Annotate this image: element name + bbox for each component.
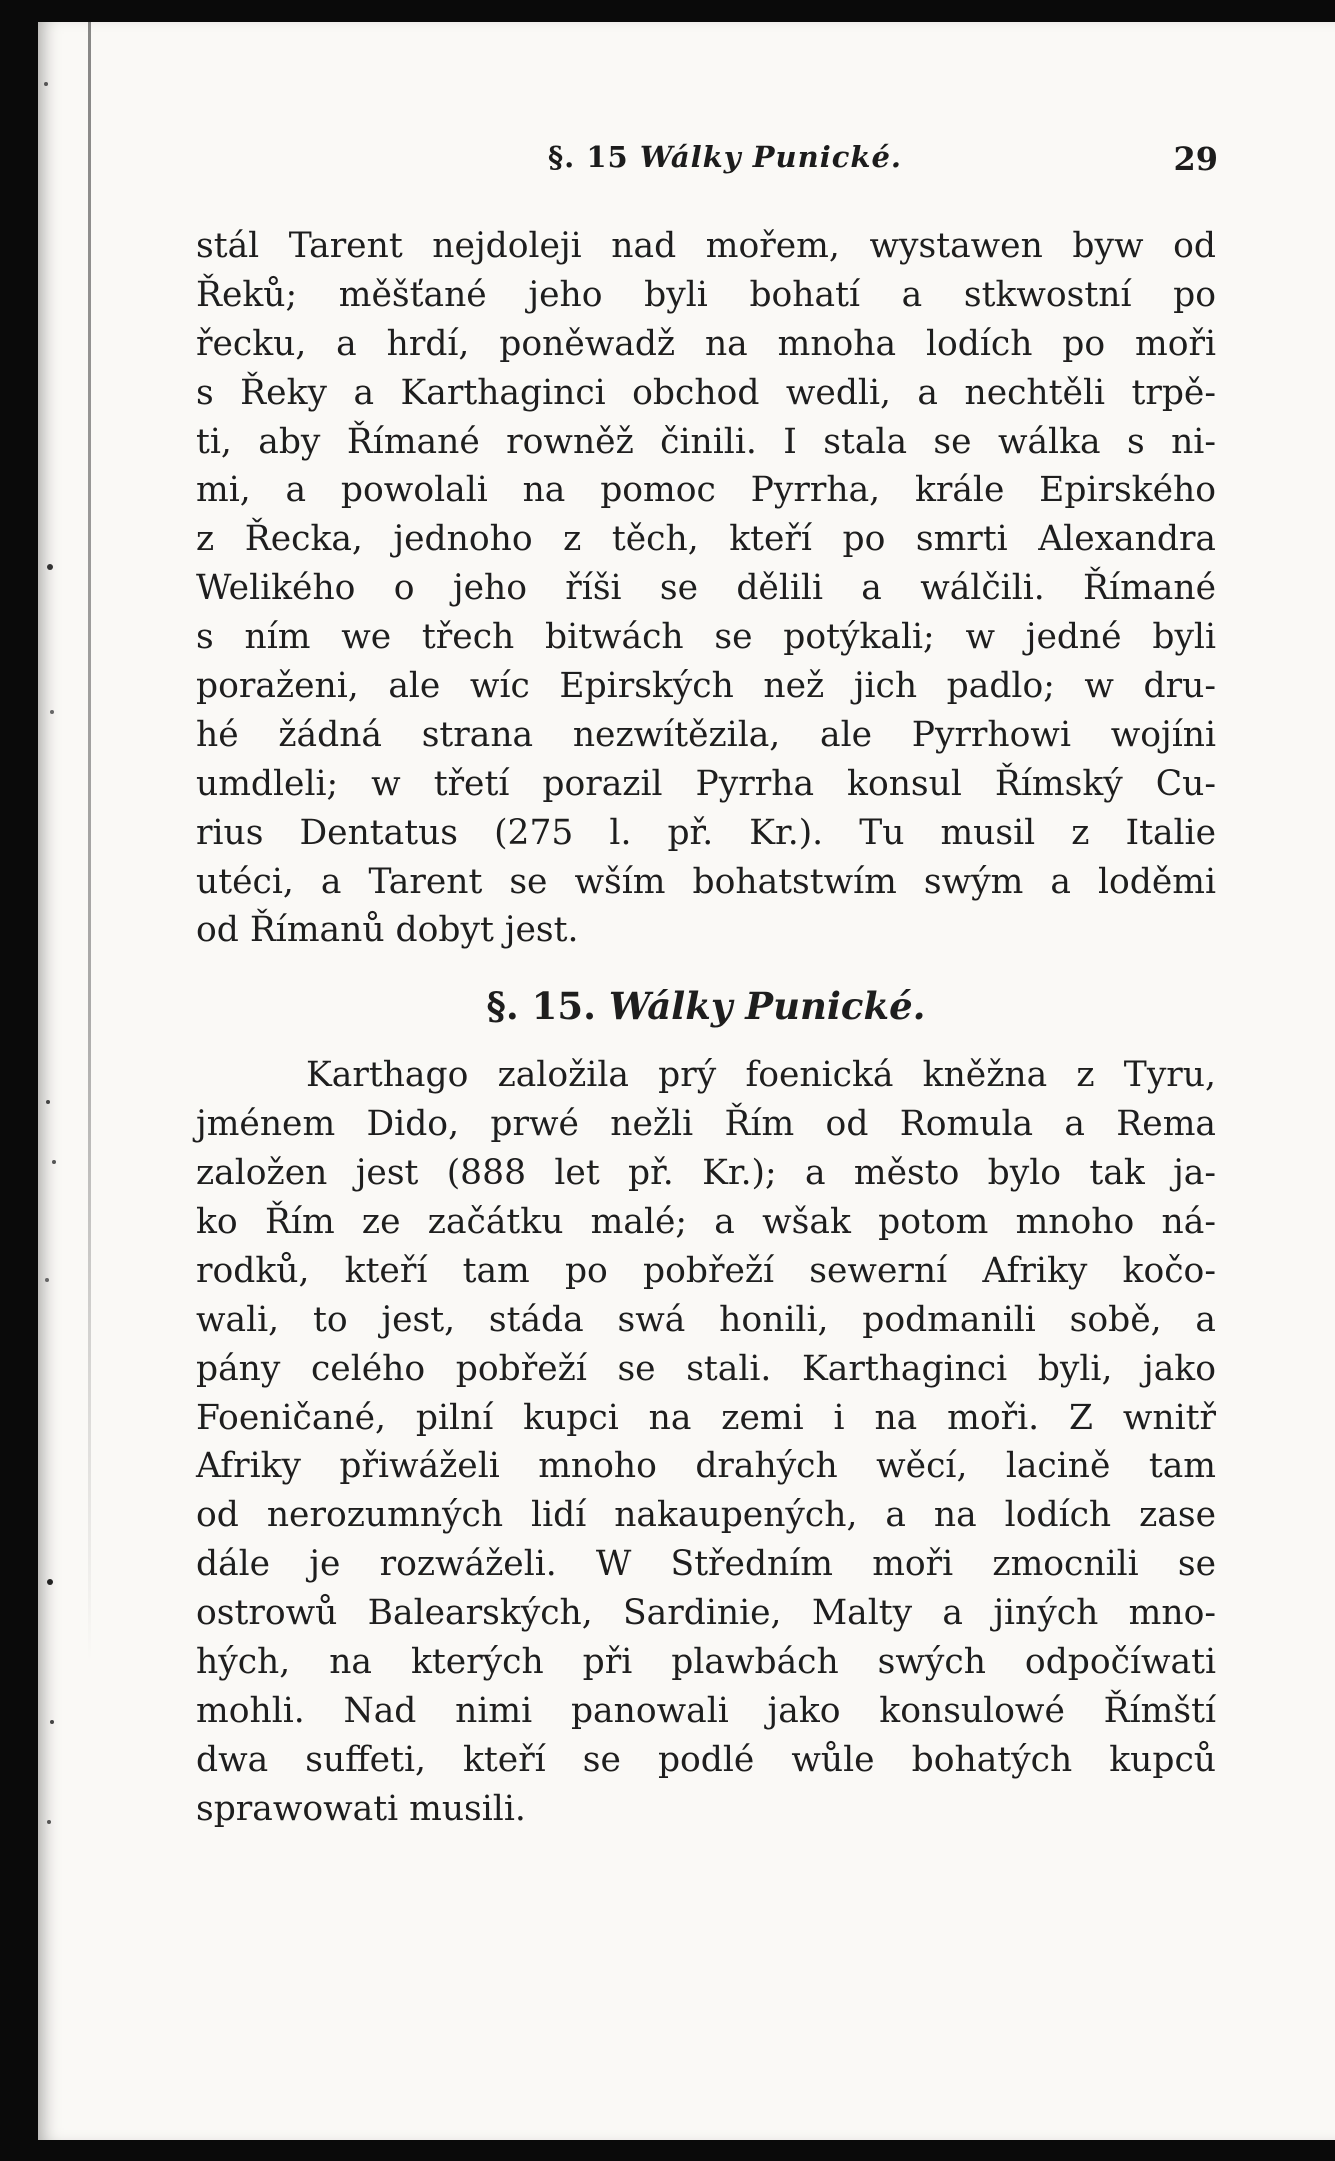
speck xyxy=(47,1820,51,1824)
paragraph-2 xyxy=(196,1051,1216,1833)
text-line: ostrowů Balearských, Sardinie, Malty a jiných mno- xyxy=(196,1593,1216,1634)
text-line: utéci, a Tarent se wším bohatstwím swým a loděmi xyxy=(196,861,1216,902)
text-line: poraženi, ale wíc Epirských než jich padlo; w dru- xyxy=(196,666,1216,707)
book-page xyxy=(38,22,1335,2140)
text-line: umdleli; w třetí porazil Pyrrha konsul Římský Cu- xyxy=(196,763,1216,804)
section-number: §. 15. xyxy=(486,984,596,1029)
speck xyxy=(46,1100,50,1104)
speck xyxy=(50,710,54,714)
speck xyxy=(45,1278,49,1282)
text-line: stál Tarent nejdoleji nad mořem, wystawen byw od xyxy=(196,226,1216,266)
running-header xyxy=(178,140,1218,190)
text-line: dwa suffeti, kteří se podlé wůle bohatých kupců xyxy=(196,1739,1216,1780)
text-line: rius Dentatus (275 l. př. Kr.). Tu musil z Italie xyxy=(196,812,1216,853)
speck xyxy=(47,1579,53,1585)
text-line: Afriky přiwáželi mnoho drahých wěcí, lacině tam xyxy=(196,1446,1216,1487)
text-line: pány celého pobřeží se stali. Karthaginci byli, jako xyxy=(196,1348,1216,1389)
text-line: od Římanů dobyt jest. xyxy=(196,910,579,951)
speck xyxy=(50,1720,54,1724)
text-line: hých, na kterých při plawbách swých odpočíwati xyxy=(196,1642,1216,1683)
section-title: Wálky Punické. xyxy=(608,984,926,1029)
text-line: jménem Dido, prwé nežli Řím od Romula a Rema xyxy=(196,1104,1216,1145)
speck xyxy=(44,82,48,86)
text-line: založen jest (888 let př. Kr.); a město bylo tak ja- xyxy=(196,1153,1216,1194)
header-chapter-title: Wálky Punické. xyxy=(639,140,903,174)
section-heading xyxy=(196,955,1216,1051)
text-line: s ním we třech bitwách se potýkali; w jedné byli xyxy=(196,617,1216,658)
text-line: z Řecka, jednoho z těch, kteří po smrti Alexandra xyxy=(196,519,1216,560)
text-line: rodků, kteří tam po pobřeží sewerní Afriky kočo- xyxy=(196,1250,1216,1291)
text-line: wali, to jest, stáda swá honili, podmanili sobě, a xyxy=(196,1299,1216,1340)
text-line: sprawowati musili. xyxy=(196,1788,526,1829)
paragraph-1 xyxy=(196,222,1216,955)
text-line: mohli. Nad nimi panowali jako konsulowé Římští xyxy=(196,1690,1216,1731)
text-line: s Řeky a Karthaginci obchod wedli, a nechtěli trpě- xyxy=(196,372,1216,413)
text-line: od nerozumných lidí nakaupených, a na lodích zase xyxy=(196,1495,1216,1536)
speck xyxy=(52,1160,56,1164)
text-line: Karthago založila prý foenická kněžna z Tyru, xyxy=(306,1055,1216,1096)
header-title xyxy=(548,140,902,174)
text-line: dále je rozwáželi. W Středním moři zmocnili se xyxy=(196,1544,1216,1585)
header-section: §. 15 xyxy=(548,140,629,174)
text-line: ko Řím ze začátku malé; a wšak potom mnoho ná- xyxy=(196,1202,1216,1243)
text-line: řecku, a hrdí, poněwadž na mnoha lodích po moři xyxy=(196,323,1216,364)
page-number: 29 xyxy=(1173,140,1218,178)
page-body xyxy=(196,222,1216,1834)
text-line: mi, a powolali na pomoc Pyrrha, krále Epirského xyxy=(196,470,1216,511)
text-line: hé žádná strana nezwítězila, ale Pyrrhowi wojíni xyxy=(196,714,1216,755)
margin-specks xyxy=(38,22,128,2140)
text-line: Welikého o jeho říši se dělili a wálčili. Římané xyxy=(196,568,1216,609)
text-line: ti, aby Římané rowněž činili. I stala se wálka s ni- xyxy=(196,421,1216,462)
text-line: Foeničané, pilní kupci na zemi i na moři. Z wnitř xyxy=(196,1397,1216,1438)
text-line: Řeků; měšťané jeho byli bohatí a stkwostní po xyxy=(196,274,1216,315)
speck xyxy=(47,564,53,570)
